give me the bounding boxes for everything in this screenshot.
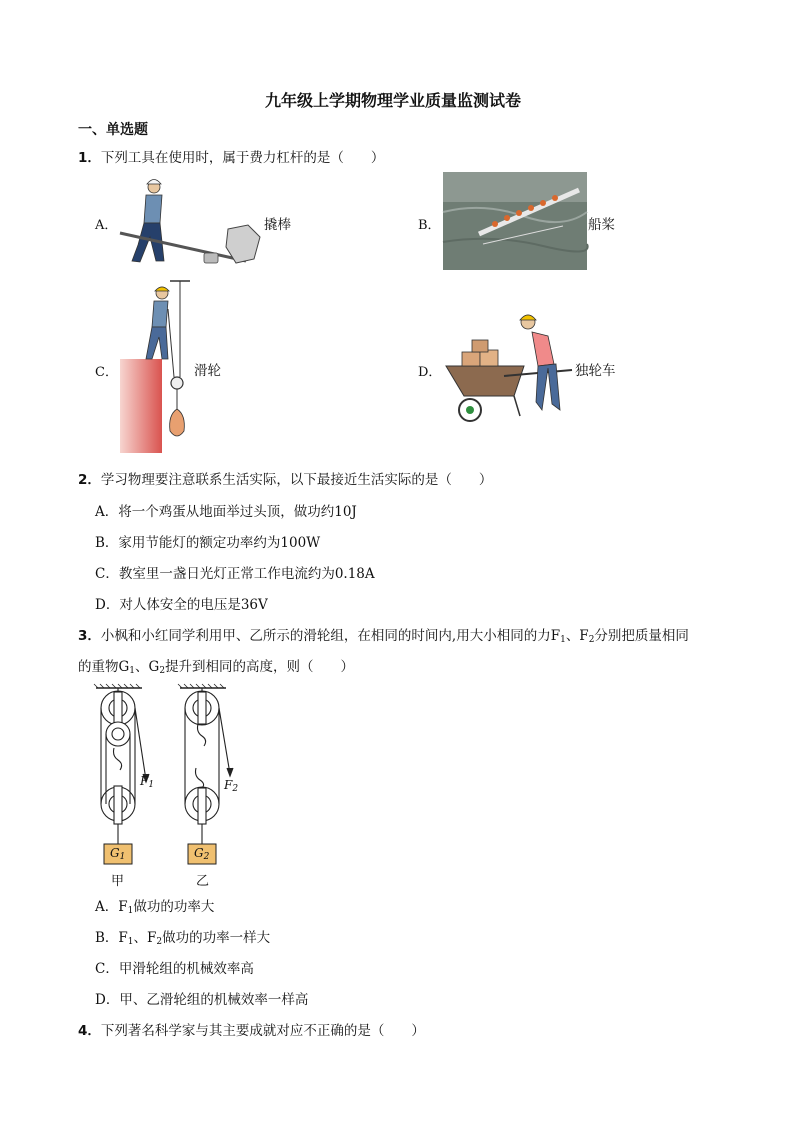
- question-text: 下列工具在使用时，属于费力杠杆的是（ ）: [100, 150, 385, 166]
- option-a-label[interactable]: A．: [95, 218, 118, 233]
- q3-text-2a: 的重物G: [78, 659, 130, 675]
- q3-text-2b: 、G: [135, 659, 160, 675]
- question-3-line-2: [78, 655, 354, 676]
- question-3-line-1: [78, 624, 689, 645]
- q3-option-d[interactable]: D．甲、乙滑轮组的机械效率一样高: [95, 992, 309, 1008]
- question-1: [78, 146, 384, 166]
- question-number: 4．: [78, 1023, 101, 1039]
- page-title: 九年级上学期物理学业质量监测试卷: [265, 91, 522, 110]
- q3-option-a[interactable]: A．$F_1$做功的功率大: [95, 899, 215, 916]
- q2-option-a[interactable]: A．将一个鸡蛋从地面举过头顶，做功约10J: [95, 504, 357, 520]
- question-text: 下列著名科学家与其主要成就对应不正确的是（ ）: [100, 1023, 425, 1039]
- option-c-label[interactable]: C．: [95, 365, 118, 380]
- left-figure-caption: 甲: [111, 874, 125, 889]
- right-force-label: $F_2$: [224, 778, 239, 794]
- q3-text-1a: 小枫和小红同学利用甲、乙所示的滑轮组，在相同的时间内,用大小相同的力F: [100, 628, 561, 644]
- right-weight-label: $G_2$: [194, 846, 210, 862]
- option-a-caption: 撬棒: [264, 217, 291, 233]
- option-b-label[interactable]: B．: [418, 218, 441, 233]
- question-number: 3．: [78, 628, 101, 644]
- q3-text-1c: 分别把质量相同: [594, 628, 689, 644]
- q2-option-c[interactable]: C．教室里一盏日光灯正常工作电流约为0.18A: [95, 566, 375, 582]
- crowbar-worker-image: [118, 175, 268, 270]
- q3-sub: 2: [588, 635, 595, 645]
- rowing-boat-image: [443, 172, 587, 270]
- q3-sub: 2: [159, 666, 166, 676]
- right-figure-caption: 乙: [196, 874, 210, 889]
- q2-option-d[interactable]: D．对人体安全的电压是36V: [95, 597, 268, 613]
- option-d-label[interactable]: D．: [418, 365, 442, 380]
- option-b-caption: 船桨: [588, 217, 615, 233]
- question-text: 学习物理要注意联系生活实际，以下最接近生活实际的是（ ）: [100, 472, 493, 488]
- option-c-caption: 滑轮: [194, 363, 221, 379]
- q3-text-2c: 提升到相同的高度，则（ ）: [165, 659, 355, 675]
- question-number: 2．: [78, 472, 101, 488]
- left-force-label: $F_1$: [140, 774, 155, 790]
- wheelbarrow-worker-image: [444, 306, 574, 426]
- option-d-caption: 独轮车: [575, 363, 616, 379]
- question-2: [78, 468, 492, 488]
- q2-option-b[interactable]: B．家用节能灯的额定功率约为100W: [95, 535, 321, 551]
- q3-sub: 1: [560, 635, 566, 645]
- left-weight-label: $G_1$: [110, 846, 126, 862]
- question-number: 1．: [78, 150, 101, 166]
- q3-option-c[interactable]: C．甲滑轮组的机械效率高: [95, 961, 254, 977]
- q3-text-1b: 、F: [565, 628, 589, 644]
- q3-sub: 1: [129, 666, 136, 676]
- section-heading: 一、单选题: [78, 122, 148, 138]
- right-pulley-system: [178, 684, 233, 844]
- pulley-worker-image: [120, 281, 195, 453]
- q3-option-b[interactable]: B．$F_1$、$F_2$做功的功率一样大: [95, 930, 271, 947]
- question-4: [78, 1019, 425, 1039]
- left-pulley-system: [94, 684, 149, 844]
